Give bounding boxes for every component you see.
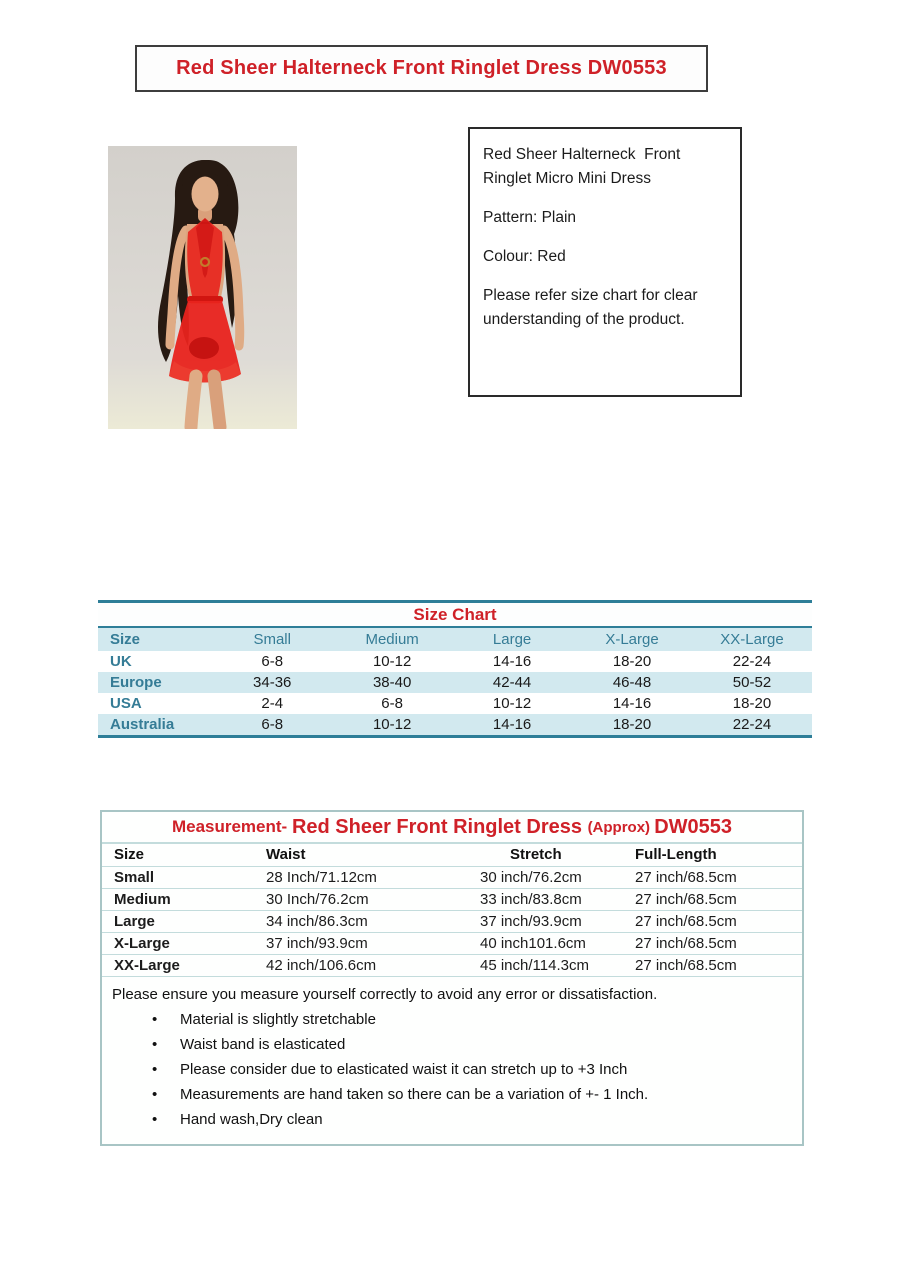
- cell: 30 inch/76.2cm: [466, 866, 627, 888]
- cell: 33 inch/83.8cm: [466, 888, 627, 910]
- cell: 28 Inch/71.12cm: [256, 866, 466, 888]
- size-chart-col-small: Small: [253, 631, 291, 648]
- cell: 10-12: [372, 653, 412, 670]
- size-chart-row-australia: [98, 714, 812, 735]
- measurement-row-medium: [102, 888, 802, 910]
- measurement-title-row: [102, 812, 802, 844]
- measurement-col-size: Size: [102, 844, 256, 866]
- size-chart-col-xlarge: X-Large: [605, 631, 659, 648]
- model-left-leg: [191, 376, 196, 427]
- cell: 22-24: [732, 716, 772, 733]
- cell: 2-4: [261, 695, 284, 712]
- description-product-name: Red Sheer Halterneck Front Ringlet Micro Mini Dress: [483, 146, 685, 187]
- cell: 6-8: [261, 716, 284, 733]
- size-chart-col-size: Size: [110, 631, 141, 648]
- measurement-header-row: [102, 844, 802, 866]
- measurement-title-code: DW0553: [654, 815, 733, 838]
- cell: 34-36: [253, 674, 292, 691]
- measurement-row-small: [102, 866, 802, 888]
- measurement-title-prefix: Measurement-: [171, 817, 292, 836]
- cell: 27 inch/68.5cm: [627, 866, 802, 888]
- model-figure-illustration: [108, 146, 297, 429]
- measurement-title-approx: (Approx): [587, 818, 655, 836]
- size-chart-table: [98, 628, 812, 735]
- cell: 27 inch/68.5cm: [627, 932, 802, 954]
- cell: 30 Inch/76.2cm: [256, 888, 466, 910]
- measurement-section: [100, 810, 804, 1146]
- measurement-title-main: Red Sheer Front Ringlet Dress: [291, 815, 588, 838]
- note-item: • Measurements are hand taken so there can be a variation of +- 1 Inch.: [112, 1084, 792, 1105]
- cell: 10-12: [372, 716, 412, 733]
- cell: 40 inch101.6cm: [466, 932, 627, 954]
- row-label: XX-Large: [102, 954, 256, 976]
- note-item: • Waist band is elasticated: [112, 1034, 792, 1055]
- row-label: Australia: [110, 716, 175, 733]
- product-description-box: [468, 127, 742, 397]
- cell: 42-44: [492, 674, 532, 691]
- cell: 18-20: [612, 716, 652, 733]
- note-item: • Please consider due to elasticated waist it can stretch up to +3 Inch: [112, 1059, 792, 1080]
- row-label: X-Large: [102, 932, 256, 954]
- measurement-notes: [102, 977, 802, 1144]
- cell: 42 inch/106.6cm: [256, 954, 466, 976]
- cell: 22-24: [732, 653, 772, 670]
- measurement-col-waist: Waist: [256, 844, 466, 866]
- size-chart-title-row: [98, 603, 812, 628]
- note-item: • Material is slightly stretchable: [112, 1009, 792, 1030]
- model-right-leg: [214, 376, 220, 427]
- row-label: UK: [110, 653, 132, 670]
- row-label: Europe: [110, 674, 162, 691]
- cell: 50-52: [732, 674, 772, 691]
- product-photo: [108, 146, 297, 429]
- cell: 38-40: [372, 674, 412, 691]
- model-face: [192, 177, 219, 212]
- cell: 18-20: [732, 695, 772, 712]
- cell: 6-8: [381, 695, 403, 712]
- description-colour: Colour: Red: [483, 248, 566, 265]
- cell: 37 inch/93.9cm: [466, 910, 627, 932]
- cell: 14-16: [612, 695, 652, 712]
- measurement-table: [102, 844, 802, 977]
- measurement-row-xxlarge: [102, 954, 802, 976]
- description-pattern: Pattern: Plain: [483, 209, 577, 226]
- measurement-row-large: [102, 910, 802, 932]
- size-chart-row-usa: [98, 693, 812, 714]
- measurement-row-xlarge: [102, 932, 802, 954]
- row-label: Large: [102, 910, 256, 932]
- notes-intro: Please ensure you measure yourself correctly to avoid any error or dissatisfaction.: [112, 985, 658, 1003]
- dress-under-layer: [189, 337, 219, 359]
- cell: 10-12: [492, 695, 532, 712]
- size-chart-row-europe: [98, 672, 812, 693]
- row-label: USA: [110, 695, 142, 712]
- measurement-col-full-length: Full-Length: [627, 844, 802, 866]
- size-chart-col-large: Large: [492, 631, 532, 648]
- cell: 45 inch/114.3cm: [466, 954, 627, 976]
- size-chart-header-row: [98, 628, 812, 651]
- cell: 34 inch/86.3cm: [256, 910, 466, 932]
- measurement-col-stretch: Stretch: [466, 844, 627, 866]
- size-chart-title: Size Chart: [413, 604, 497, 624]
- size-chart-col-xxlarge: XX-Large: [720, 631, 784, 648]
- description-note: Please refer size chart for clear understanding of the product.: [483, 287, 702, 328]
- cell: 6-8: [261, 653, 284, 670]
- cell: 27 inch/68.5cm: [627, 954, 802, 976]
- note-item: • Hand wash,Dry clean: [112, 1109, 792, 1130]
- cell: 37 inch/93.9cm: [256, 932, 466, 954]
- size-chart-section: [98, 600, 812, 738]
- title-banner: [135, 45, 708, 92]
- cell: 46-48: [612, 674, 652, 691]
- row-label: Small: [102, 866, 256, 888]
- cell: 14-16: [492, 716, 532, 733]
- notes-list: [112, 1009, 792, 1130]
- cell: 18-20: [612, 653, 652, 670]
- cell: 27 inch/68.5cm: [627, 888, 802, 910]
- size-chart-col-medium: Medium: [365, 631, 419, 648]
- size-chart-row-uk: [98, 651, 812, 672]
- cell: 27 inch/68.5cm: [627, 910, 802, 932]
- row-label: Medium: [102, 888, 256, 910]
- page-title: Red Sheer Halterneck Front Ringlet Dress DW0553: [176, 57, 667, 79]
- cell: 14-16: [492, 653, 532, 670]
